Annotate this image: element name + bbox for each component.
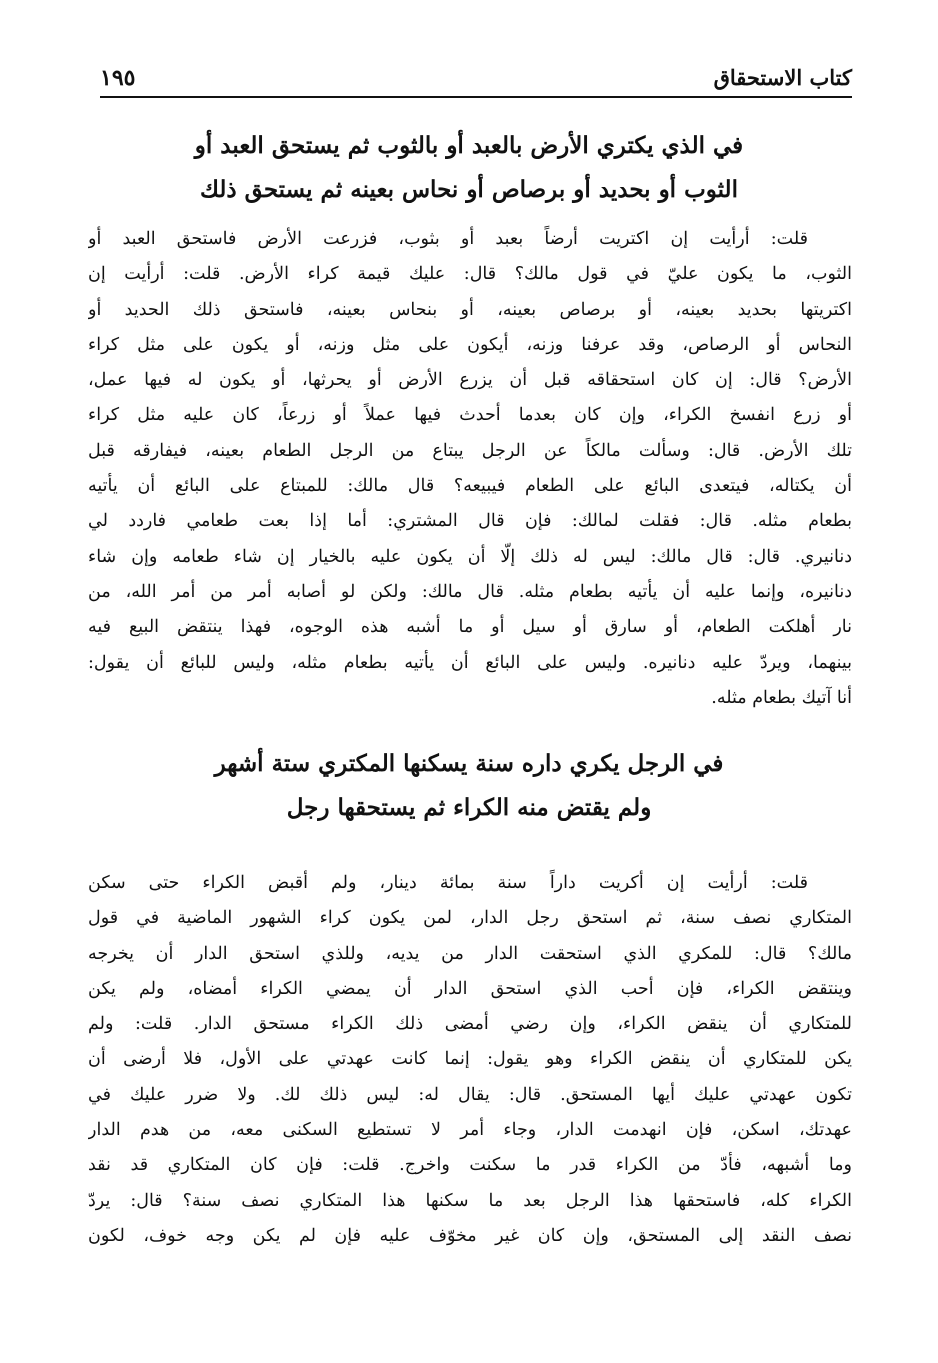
book-title: كتاب الاستحقاق — [713, 65, 852, 90]
heading-line: في الرجل يكري داره سنة يسكنها المكتري ستة أشهر — [214, 750, 724, 777]
heading-line: الثوب أو بحديد أو برصاص أو نحاس بعينه ثم يستحق ذلك — [200, 176, 738, 203]
body-line: المتكاري نصف سنة، ثم استحق رجل الدار، لمن يكون كراء الشهور الماضية في قول — [88, 908, 852, 929]
body-line: وينتقض الكراء، فإن أحب الذي استحق الدار أن يمضي الكراء أمضاه، ولم يكن — [88, 978, 852, 999]
body-line: دنانيري. قال: قال مالك: ليس له ذلك إلّا أن يكون عليه بالخيار إن شاء طعامه وإن شاء — [88, 546, 852, 567]
body-line: الثوب، ما يكون عليّ في قول مالك؟ قال: عليك قيمة كراء الأرض. قلت: أرأيت إن — [88, 264, 852, 285]
body-line: أو زرع انفسخ الكراء، وإن كان بعدما أحدث فيها عملاً أو زرعاً، كان عليه مثل كراء — [88, 405, 852, 426]
body-line: تكون عهدتي عليك أيها المستحق. قال: يقال له: ليس ذلك لك. ولا ضرر عليك في — [88, 1084, 852, 1105]
body-line: وما أشبهه، فأدّ من الكراء قدر ما سكنت واخرج. قلت: فإن كان المتكاري قد نقد — [88, 1155, 852, 1176]
body-line: يكن للمتكاري أن ينقض الكراء وهو يقول: إنما كانت عهدتي على الأول، فلا أرضى أن — [88, 1049, 852, 1070]
body-line: عهدتك، اسكن، فإن انهدمت الدار، وجاء أمر لا تستطيع السكنى معه، من هدم الدار — [88, 1120, 852, 1141]
body-line: بينهما، ويردّ عليه دنانيره. وليس على البائع أن يأتيه بطعام مثله، وليس للبائع أن يقول: — [88, 652, 852, 673]
heading-line: ولم يقتض منه الكراء ثم يستحقها رجل — [286, 794, 652, 821]
body-line: اكتريتها بحديد بعينه، أو برصاص بعينه، أو بنحاس بعينه، فاستحق ذلك الحديد أو — [88, 299, 852, 320]
body-line: نار أهلكت الطعام، أو سارق أو سيل أو ما أشبه هذه الوجوه، فهذا ينتقض البيع فيه — [88, 617, 852, 638]
heading-line: في الذي يكتري الأرض بالعبد أو بالثوب ثم يستحق العبد أو — [194, 132, 744, 159]
section-body — [88, 866, 852, 1254]
body-line: أنا آتيك بطعام مثله. — [711, 687, 852, 708]
page-number: ١٩٥ — [100, 65, 136, 91]
body-line: أن يكتاله، فيتعدى البائع على الطعام فيبيعه؟ قال مالك: للمبتاع على البائع أن يأتيه — [88, 476, 852, 497]
body-line: النحاس أو الرصاص، وقد عرفنا وزنه، أيكون على مثل وزنه، أو يكون على مثل كراء — [88, 334, 852, 355]
body-line: دنانيره، وإنما عليه أن يأتيه بطعام مثله. قال مالك: ولكن لو أصابه أمر من أمر الله، من — [88, 581, 852, 602]
section-body — [88, 222, 852, 716]
body-line: قلت: أرأيت إن اكتريت أرضاً بعبد أو بثوب، فزرعت الأرض فاستحق العبد أو — [88, 229, 808, 249]
body-line: الكراء كله، فاستحقها هذا الرجل بعد ما سكنها هذا المتكاري نصف سنة؟ قال: يردّ — [88, 1190, 852, 1211]
body-line: للمتكاري أن ينقض الكراء، وإن رضي أمضى ذلك الكراء مستحق الدار. قلت: ولم — [88, 1014, 852, 1035]
section-heading — [120, 124, 818, 212]
body-line: بطعام مثله. قال: فقلت لمالك: فإن قال المشتري: أما إذا بعت طعامي فاردد لي — [88, 511, 852, 532]
body-line: نصف النقد إلى المستحق، وإن كان غير مخوّف عليه فإن لم يكن وجه خوف، لكون — [88, 1225, 852, 1246]
section-heading — [120, 742, 818, 830]
body-line: قلت: أرأيت إن أكريت داراً سنة بمائة دينار، ولم أقبض الكراء حتى سكن — [88, 873, 808, 893]
running-header — [100, 56, 852, 98]
body-line: مالك؟ قال: للمكري الذي استحقت الدار من يديه، وللذي استحق الدار أن يخرجه — [88, 943, 852, 964]
body-line: الأرض؟ قال: إن كان استحقاقه قبل أن يزرع الأرض أو يحرثها، أو يكون له فيها عمل، — [88, 370, 852, 391]
body-line: تلك الأرض. قال: وسألت مالكاً عن الرجل يبتاع من الرجل الطعام بعينه، فيفارقه قبل — [88, 440, 852, 461]
